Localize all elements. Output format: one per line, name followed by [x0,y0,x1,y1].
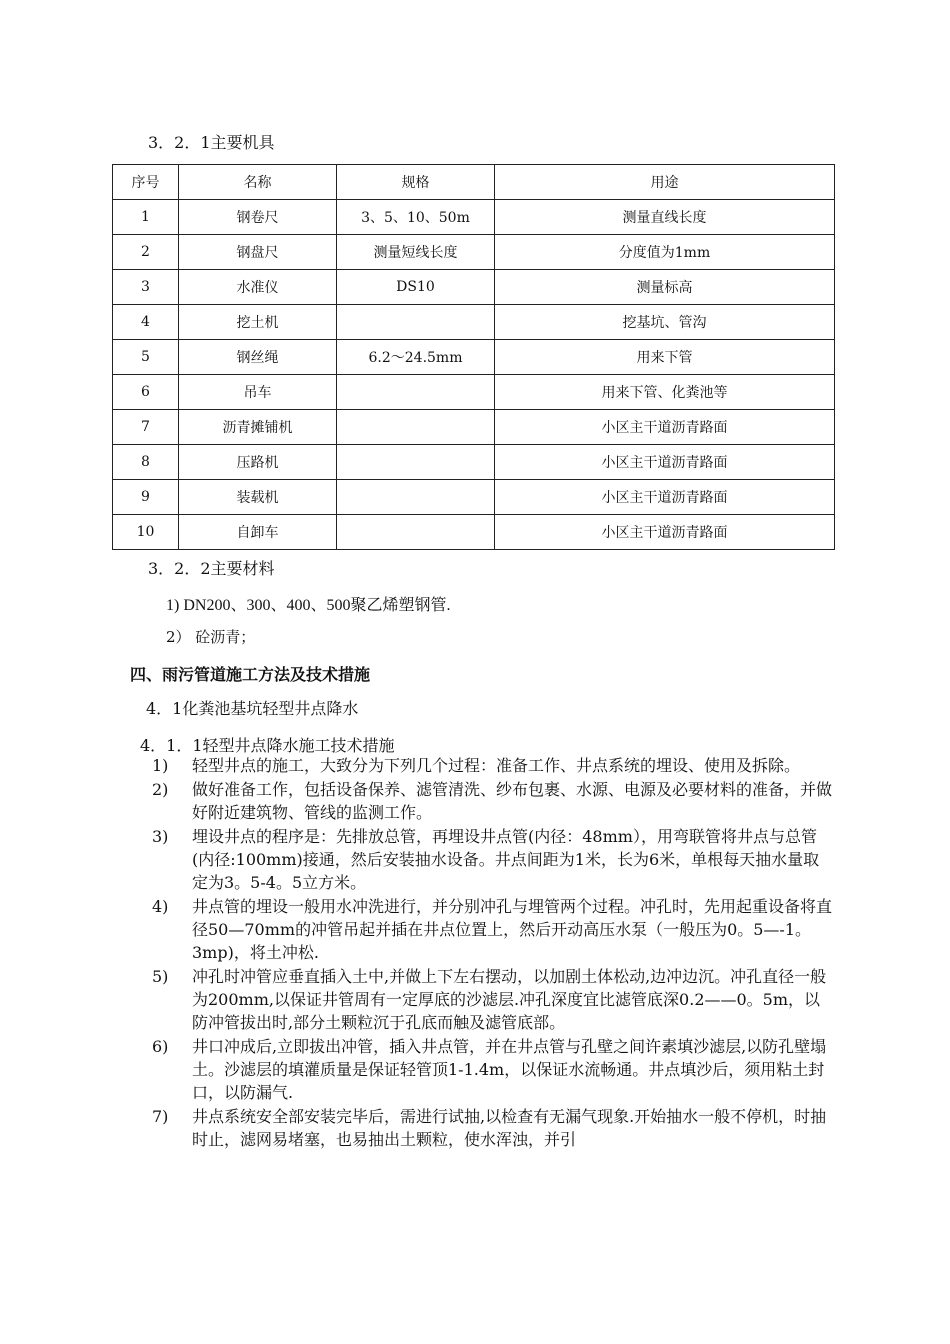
list-item [152,1105,832,1151]
table-cell: 4 [113,305,179,340]
table-row [113,375,835,410]
list-item-text: 做好准备工作，包括设备保养、滤管清洗、纱布包裹、水源、电源及必要材料的准备，并做好附近建筑物、管线的监测工作。 [192,780,833,822]
equipment-table [112,164,835,550]
table-cell: 用来下管 [495,340,835,375]
table-cell: 2 [113,235,179,270]
table-cell: 用来下管、化粪池等 [495,375,835,410]
table-cell: 分度值为1mm [495,235,835,270]
table-cell: 钢丝绳 [179,340,337,375]
table-cell: 小区主干道沥青路面 [495,445,835,480]
table-cell: 10 [113,515,179,550]
table-cell: 沥青摊铺机 [179,410,337,445]
table-cell: 9 [113,480,179,515]
table-cell: 小区主干道沥青路面 [495,410,835,445]
table-row [113,480,835,515]
table-cell: DS10 [337,270,495,305]
table-cell: 测量直线长度 [495,200,835,235]
table-cell: 装载机 [179,480,337,515]
table-row [113,445,835,480]
table-cell [337,445,495,480]
table-cell: 压路机 [179,445,337,480]
list-item-number: 6) [152,1037,169,1056]
list-item [152,825,832,894]
table-row [113,235,835,270]
table-cell: 测量标高 [495,270,835,305]
list-item [152,1035,832,1104]
table-header-row [113,165,835,200]
list-item-text: 轻型井点的施工，大致分为下列几个过程：准备工作、井点系统的埋设、使用及拆除。 [192,756,801,775]
list-item-number: 5) [152,967,169,986]
list-item-text: 埋设井点的程序是：先排放总管，再埋设井点管(内径：48mm），用弯联管将井点与总管(内径:100mm)接通，然后安装抽水设备。井点间距为1米，长为6米，单根每天抽水量取定为3。5-4。5立方米。 [192,827,820,892]
material-item-2: 2） 砼沥青； [166,628,256,646]
material-item-1: 1) DN200、300、400、500聚乙烯塑钢管. [166,597,451,614]
table-cell: 自卸车 [179,515,337,550]
table-cell: 测量短线长度 [337,235,495,270]
list-item-text: 冲孔时冲管应垂直插入土中,并做上下左右摆动，以加剧土体松动,边冲边沉。冲孔直径一般为200mm,以保证井管周有一定厚底的沙滤层.冲孔深度宜比滤管底深0.2——0。5m，以防冲管拔出时,部分土颗粒沉于孔底而触及滤管底部。 [192,967,827,1032]
table-cell: 1 [113,200,179,235]
header-cell: 序号 [113,165,179,200]
table-row [113,270,835,305]
section-3-2-1-title: 3．2．1主要机具 [148,133,275,152]
list-item-text: 井点管的埋设一般用水冲洗进行，并分别冲孔与埋管两个过程。冲孔时，先用起重设备将直径50—70mm的冲管吊起并插在井点位置上，然后开动高压水泵（一般压为0。5—-1。3mp)，将土冲松. [192,897,833,962]
table-row [113,515,835,550]
section-4-1-1-title: 4．1．1轻型井点降水施工技术措施 [140,736,395,755]
table-cell: 吊车 [179,375,337,410]
list-item-number: 4) [152,897,169,916]
table-cell: 挖基坑、管沟 [495,305,835,340]
list-item [152,778,832,824]
list-item-number: 3) [152,827,169,846]
table-cell: 挖土机 [179,305,337,340]
list-item-number: 2) [152,780,169,799]
table-cell: 水准仪 [179,270,337,305]
header-cell: 规格 [337,165,495,200]
header-cell: 用途 [495,165,835,200]
list-item-text: 井点系统安全部安装完毕后，需进行试抽,以检查有无漏气现象.开始抽水一般不停机，时抽时止，滤网易堵塞，也易抽出土颗粒，使水浑浊，并引 [192,1107,827,1149]
list-item [152,965,832,1034]
table-cell: 小区主干道沥青路面 [495,480,835,515]
table-cell [337,515,495,550]
table-cell: 钢卷尺 [179,200,337,235]
table-cell [337,480,495,515]
table-cell: 6 [113,375,179,410]
table-row [113,340,835,375]
section-4-title: 四、雨污管道施工方法及技术措施 [130,665,371,684]
section-4-1-title: 4．1化粪池基坑轻型井点降水 [146,699,359,718]
table-cell: 3 [113,270,179,305]
list-item [152,754,832,777]
table-cell: 6.2～24.5mm [337,340,495,375]
table-row [113,410,835,445]
table-cell: 钢盘尺 [179,235,337,270]
measures-list [152,754,832,1152]
table-cell: 7 [113,410,179,445]
table-cell: 5 [113,340,179,375]
table-cell: 8 [113,445,179,480]
list-item-number: 7) [152,1107,169,1126]
list-item [152,895,832,964]
table-cell [337,410,495,445]
table-cell: 小区主干道沥青路面 [495,515,835,550]
table-row [113,305,835,340]
table-cell [337,375,495,410]
section-3-2-2-title: 3．2．2主要材料 [148,559,275,578]
list-item-text: 井口冲成后,立即拔出冲管，插入井点管，并在井点管与孔壁之间许素填沙滤层,以防孔壁塌土。沙滤层的填灌质量是保证轻管顶1-1.4m，以保证水流畅通。井点填沙后，须用粘土封口，以防漏气. [192,1037,827,1102]
header-cell: 名称 [179,165,337,200]
table-cell: 3、5、10、50m [337,200,495,235]
list-item-number: 1) [152,756,169,775]
table-row [113,200,835,235]
table-cell [337,305,495,340]
